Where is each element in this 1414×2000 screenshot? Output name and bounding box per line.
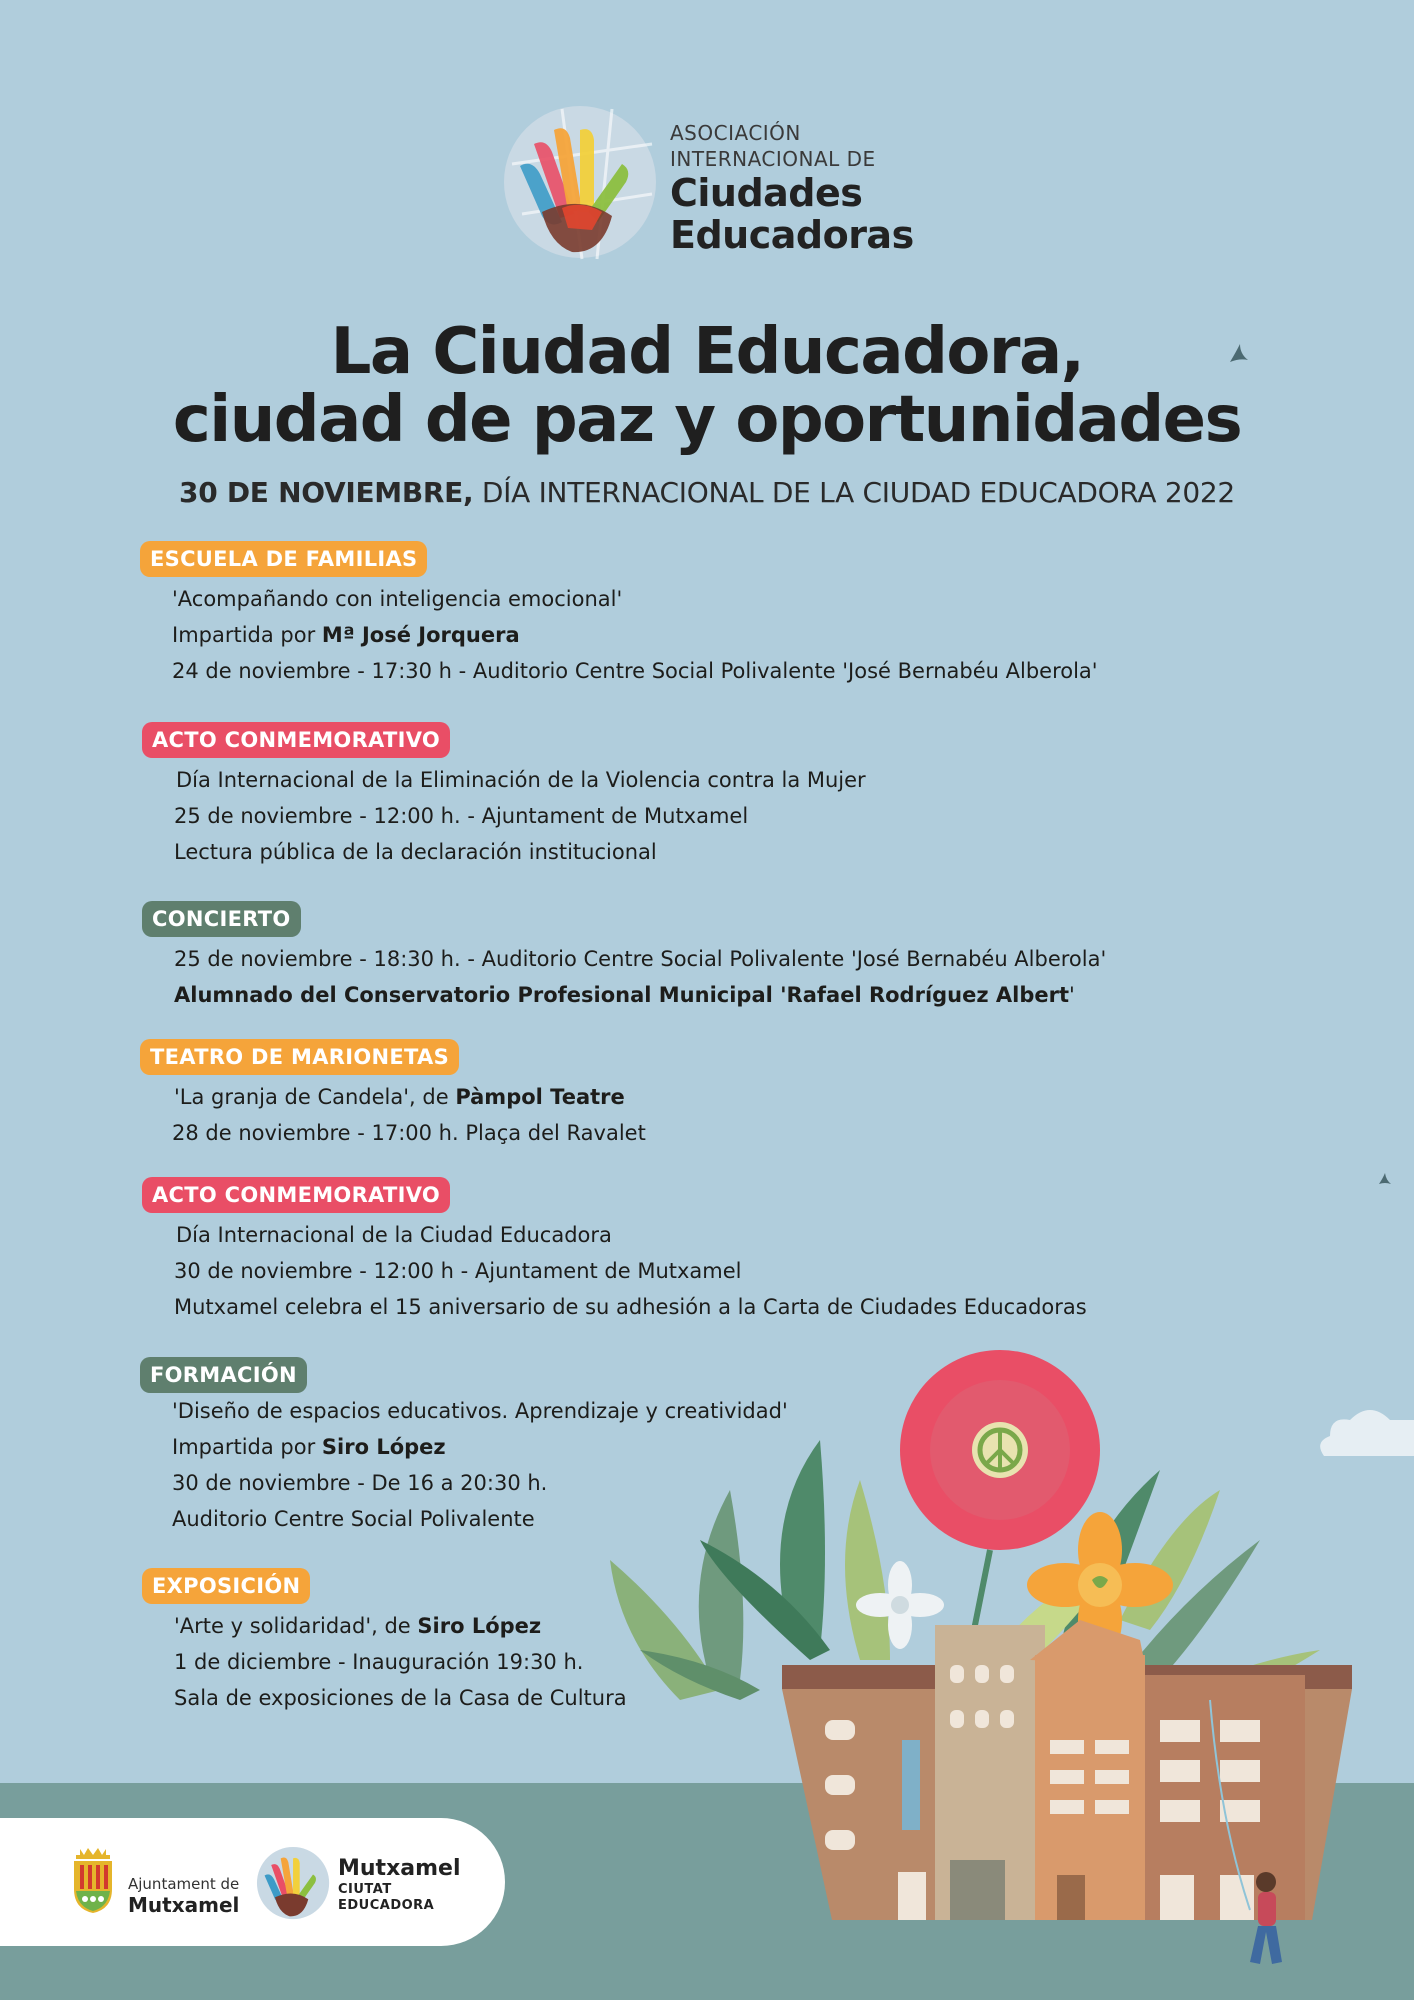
ajuntament-label: Ajuntament de — [128, 1875, 240, 1893]
category-badge: ESCUELA DE FAMILIAS — [140, 541, 427, 577]
event-performers — [174, 977, 1106, 1013]
performers-name: Alumnado del Conservatorio Profesional Municipal 'Rafael Rodríguez Albert — [174, 983, 1070, 1007]
category-badge: ACTO CONMEMORATIVO — [142, 722, 450, 758]
speaker-name: Siro López — [321, 1435, 446, 1459]
event-location: Sala de exposiciones de la Casa de Cultura — [174, 1686, 627, 1710]
event-acto-conmemorativo-2 — [142, 1177, 1087, 1325]
title-line-1: La Ciudad Educadora, — [330, 315, 1084, 389]
event-acto-conmemorativo-1 — [142, 722, 866, 870]
hand-logo-icon — [502, 104, 662, 264]
subtitle-text: DÍA INTERNACIONAL DE LA CIUDAD EDUCADORA 2022 — [481, 476, 1235, 509]
org-line-3: Ciudades — [670, 171, 863, 215]
event-datetime: 25 de noviembre - 12:00 h. - Ajuntament de Mutxamel — [174, 804, 749, 828]
page-subtitle — [0, 476, 1414, 509]
red-flower-icon — [900, 1350, 1100, 1550]
event-datetime: 25 de noviembre - 18:30 h. - Auditorio Centre Social Polivalente 'José Bernabéu Alberola' — [174, 947, 1107, 971]
ajuntament-logo-text — [128, 1875, 239, 1917]
subtitle-date: 30 DE NOVIEMBRE, — [179, 476, 474, 509]
cloud-icon — [1320, 1410, 1414, 1456]
org-line-2: INTERNACIONAL DE — [670, 147, 876, 171]
page-title — [0, 315, 1414, 457]
event-title: Día Internacional de la Ciudad Educadora — [176, 1223, 612, 1247]
event-datetime: 30 de noviembre - 12:00 h - Ajuntament de Mutxamel — [174, 1259, 742, 1283]
category-badge: ACTO CONMEMORATIVO — [142, 1177, 450, 1213]
event-title: 'Acompañando con inteligencia emocional' — [172, 587, 623, 611]
org-line-1: ASOCIACIÓN — [670, 121, 801, 145]
aice-logo — [502, 104, 922, 264]
event-datetime: 1 de diciembre - Inauguración 19:30 h. — [174, 1650, 584, 1674]
ciutat-name: Mutxamel — [338, 1856, 461, 1881]
ciutat-line-2: EDUCADORA — [338, 1898, 435, 1913]
company-name: Pàmpol Teatre — [455, 1085, 625, 1109]
event-concierto — [142, 901, 1106, 1013]
event-description: Lectura pública de la declaración institucional — [174, 840, 657, 864]
event-title — [172, 1079, 646, 1115]
category-badge: FORMACIÓN — [140, 1357, 307, 1393]
garage-door — [950, 1860, 1005, 1920]
category-badge: EXPOSICIÓN — [142, 1568, 310, 1604]
city-flowerpot-illustration — [560, 1320, 1414, 2000]
speaker-prefix: Impartida por — [172, 623, 322, 647]
event-exposicion — [142, 1568, 627, 1716]
event-datetime: 24 de noviembre - 17:30 h - Auditorio Centre Social Polivalente 'José Bernabéu Alberola' — [172, 659, 1098, 683]
event-datetime: 28 de noviembre - 17:00 h. Plaça del Ravalet — [172, 1121, 646, 1145]
speaker-prefix: Impartida por — [172, 1435, 322, 1459]
title-prefix: 'La granja de Candela', de — [174, 1085, 456, 1109]
ciutat-educadora-logo-text — [338, 1856, 461, 1914]
artist-name: Siro López — [417, 1614, 542, 1638]
bird-icon — [1378, 1172, 1392, 1188]
speaker-name: Mª José Jorquera — [321, 623, 520, 647]
event-location: Auditorio Centre Social Polivalente — [172, 1507, 535, 1531]
ajuntament-name: Mutxamel — [128, 1893, 240, 1917]
event-speaker — [172, 617, 1098, 653]
event-title — [174, 1608, 627, 1644]
org-line-4: Educadoras — [670, 213, 914, 257]
title-line-2: ciudad de paz y oportunidades — [172, 383, 1242, 457]
performers-suffix: ' — [1069, 983, 1075, 1007]
event-title: Día Internacional de la Eliminación de la Violencia contra la Mujer — [176, 768, 866, 792]
event-escuela-familias — [140, 541, 1098, 689]
event-datetime: 30 de noviembre - De 16 a 20:30 h. — [172, 1471, 548, 1495]
category-badge: CONCIERTO — [142, 901, 301, 937]
category-badge: TEATRO DE MARIONETAS — [140, 1039, 459, 1075]
event-title: 'Diseño de espacios educativos. Aprendizaje y creatividad' — [172, 1399, 788, 1423]
title-prefix: 'Arte y solidaridad', de — [174, 1614, 418, 1638]
ciutat-line-1: CIUTAT — [338, 1882, 392, 1897]
hand-logo-icon — [256, 1846, 332, 1922]
event-teatro-marionetas — [140, 1039, 646, 1151]
coat-of-arms-icon — [70, 1845, 116, 1915]
event-description: Mutxamel celebra el 15 aniversario de su adhesión a la Carta de Ciudades Educadoras — [174, 1295, 1087, 1319]
